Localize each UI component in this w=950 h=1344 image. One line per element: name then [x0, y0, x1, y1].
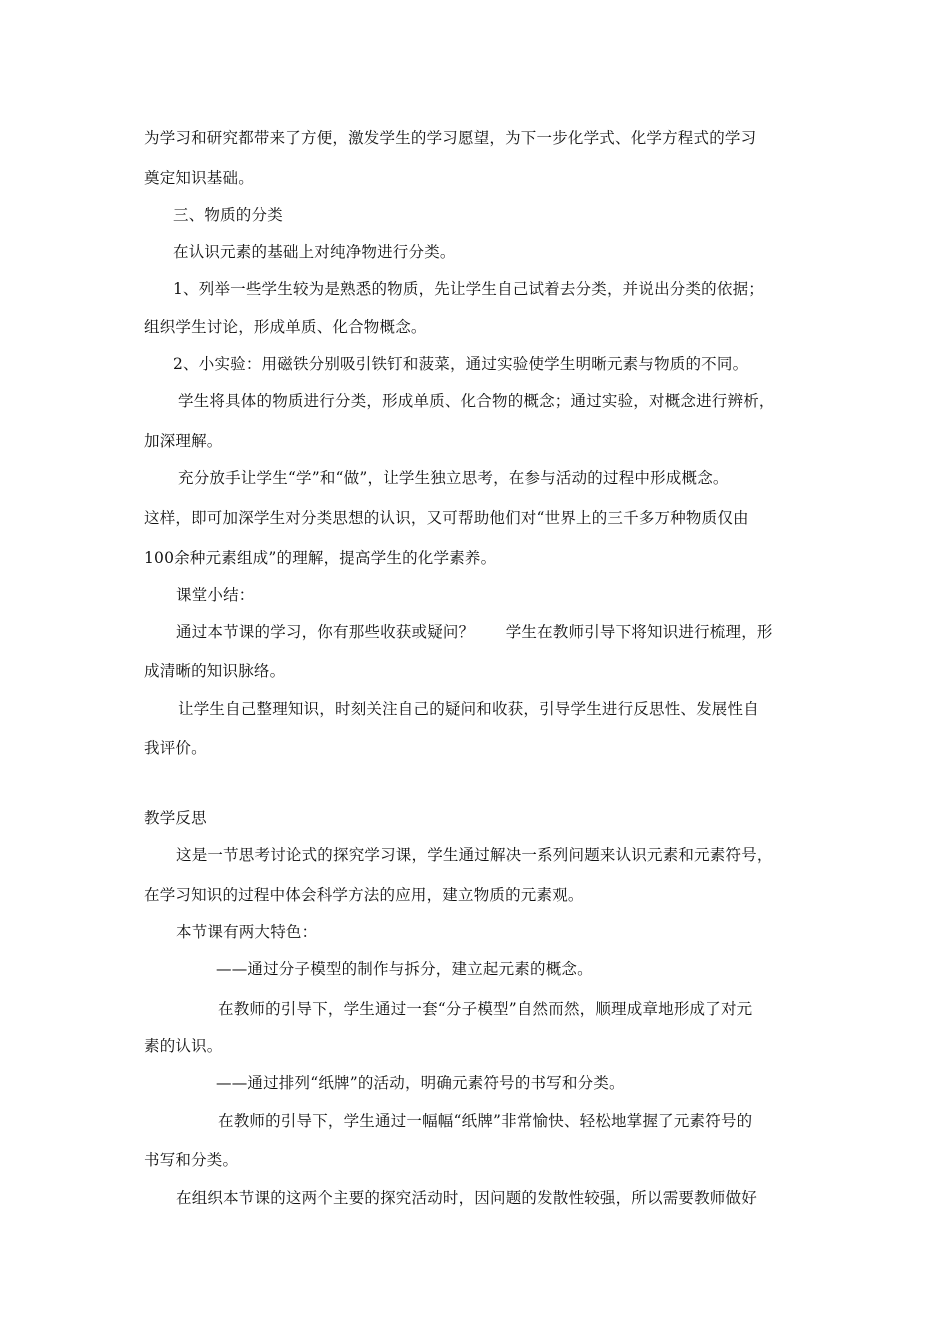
paragraph-line: 通过本节课的学习，你有那些收获或疑问？ 学生在教师引导下将知识进行梳理，形 [176, 623, 773, 641]
paragraph-line: 在认识元素的基础上对纯净物进行分类。 [173, 243, 456, 261]
paragraph-line: 在教师的引导下，学生通过一套“分子模型”自然而然，顺理成章地形成了对元 [218, 1000, 753, 1018]
paragraph-line: 2、小实验：用磁铁分别吸引铁钉和菠菜，通过实验使学生明晰元素与物质的不同。 [173, 355, 749, 373]
paragraph-line: 学生将具体的物质进行分类，形成单质、化合物的概念；通过实验，对概念进行辨析， [178, 392, 775, 410]
paragraph-line: 在组织本节课的这两个主要的探究活动时，因问题的发散性较强，所以需要教师做好 [176, 1189, 757, 1207]
paragraph-line: 这样，即可加深学生对分类思想的认识，又可帮助他们对“世界上的三千多万种物质仅由 [144, 509, 749, 527]
paragraph-line: 素的认识。 [144, 1037, 223, 1055]
paragraph-line: 在学习知识的过程中体会科学方法的应用，建立物质的元素观。 [144, 886, 584, 904]
section-heading: 三、物质的分类 [173, 206, 283, 224]
paragraph-line: 成清晰的知识脉络。 [144, 662, 286, 680]
paragraph-line: 为学习和研究都带来了方便，激发学生的学习愿望，为下一步化学式、化学方程式的学习 [144, 129, 757, 147]
paragraph-line: 奠定知识基础。 [144, 169, 254, 187]
paragraph-line: 1、列举一些学生较为是熟悉的物质，先让学生自己试着去分类，并说出分类的依据； [173, 280, 764, 298]
paragraph-line: 这是一节思考讨论式的探究学习课，学生通过解决一系列问题来认识元素和元素符号， [176, 846, 773, 864]
paragraph-line: 在教师的引导下，学生通过一幅幅“纸牌”非常愉快、轻松地掌握了元素符号的 [218, 1112, 753, 1130]
paragraph-line: 让学生自己整理知识，时刻关注自己的疑问和收获，引导学生进行反思性、发展性自 [178, 700, 759, 718]
section-heading: 教学反思 [144, 809, 207, 827]
paragraph-line: 100余种元素组成”的理解，提高学生的化学素养。 [144, 549, 497, 567]
paragraph-line: 书写和分类。 [144, 1151, 239, 1169]
paragraph-line: ——通过分子模型的制作与拆分，建立起元素的概念。 [216, 960, 593, 978]
paragraph-line: 充分放手让学生“学”和“做”，让学生独立思考，在参与活动的过程中形成概念。 [178, 469, 729, 487]
section-heading: 课堂小结： [176, 586, 255, 604]
paragraph-line: 我评价。 [144, 739, 207, 757]
paragraph-line: ——通过排列“纸牌”的活动，明确元素符号的书写和分类。 [216, 1074, 625, 1092]
paragraph-line: 加深理解。 [144, 432, 223, 450]
paragraph-line: 组织学生讨论，形成单质、化合物概念。 [144, 318, 427, 336]
paragraph-line: 本节课有两大特色： [176, 923, 318, 941]
